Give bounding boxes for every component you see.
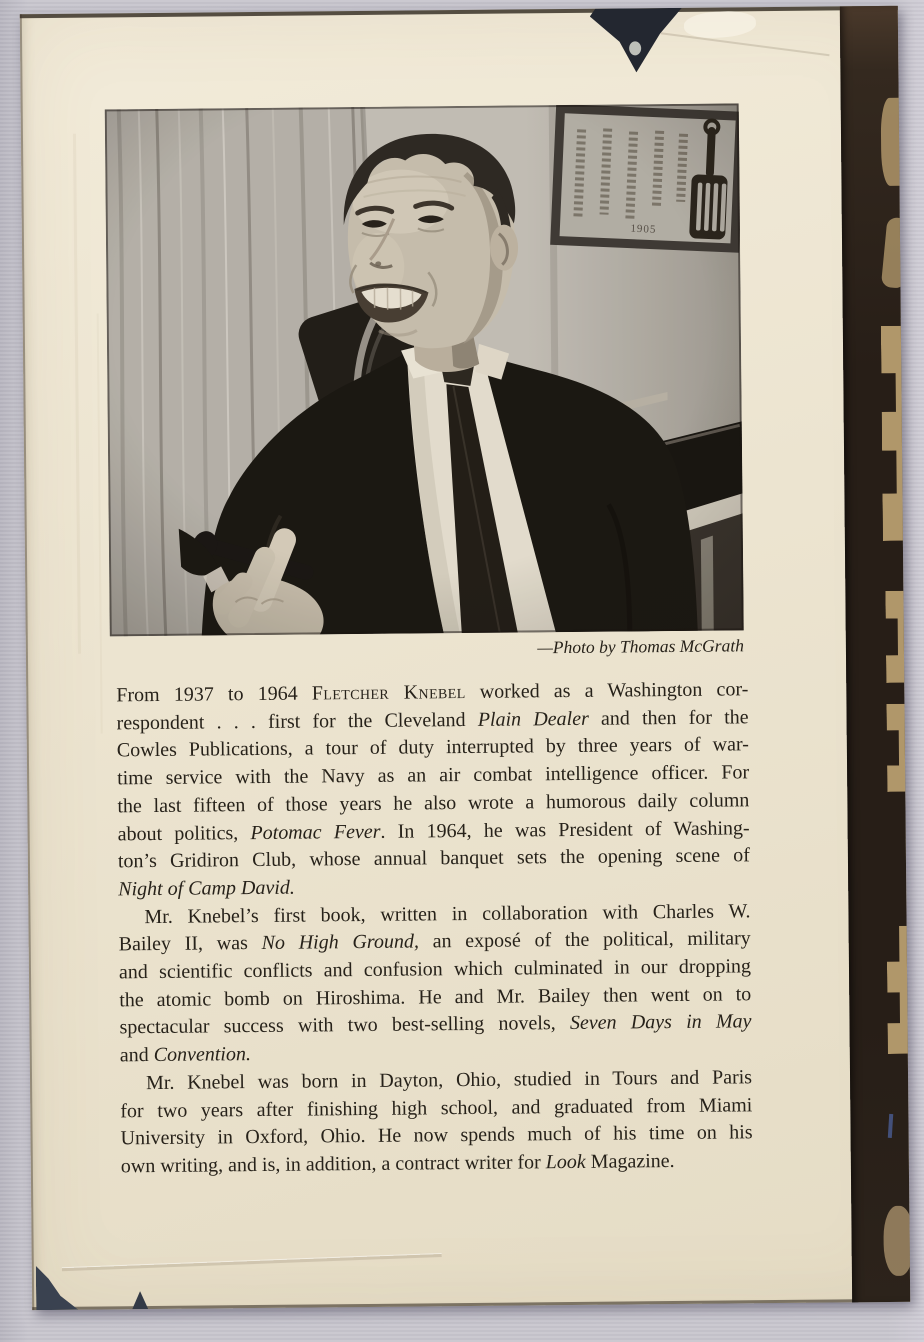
bio-line: University in Oxford, Ohio. He now spends much of his time on his <box>120 1121 753 1150</box>
bio-text <box>116 676 753 1181</box>
tear-speck <box>629 42 641 56</box>
bio-line: time service with the Navy as an air combat intelligence officer. For <box>117 761 750 790</box>
cover-top-edge <box>20 6 898 18</box>
spine-letter-fragment <box>886 704 910 792</box>
bio-line: and Convention. <box>119 1043 252 1067</box>
bio-line: respondent . . . first for the Cleveland Plain Dealer and then for the <box>116 705 749 735</box>
book-back-cover <box>20 6 910 1310</box>
bio-line: Mr. Knebel’s first book, written in collaboration with Charles W. <box>144 899 751 928</box>
crease-line <box>62 1254 442 1271</box>
paper-streak <box>97 314 103 734</box>
bio-line: the atomic bomb on Hiroshima. He and Mr. Bailey then went on to <box>119 983 752 1012</box>
bio-line: own writing, and is, in addition, a contract writer for Look Magazine. <box>120 1149 675 1178</box>
bio-paragraph <box>116 676 750 904</box>
bio-line: From 1937 to 1964 Fletcher Knebel worked as a Washington cor- <box>116 678 749 707</box>
spine-letter-fragment <box>881 326 909 541</box>
bio-line: and scientific conflicts and confusion which culminated in our dropping <box>118 955 752 984</box>
spine-letter-fragment <box>885 591 910 683</box>
bio-line: Cowles Publications, a tour of duty interrupted by three years of war- <box>116 733 749 762</box>
book-spine <box>840 6 910 1302</box>
corner-wear-bottom-left <box>36 1256 79 1310</box>
paper-streak <box>73 134 81 654</box>
bio-line: Night of Camp David. <box>118 876 295 901</box>
author-photo <box>105 103 744 636</box>
cover-bottom-edge <box>32 1299 858 1310</box>
bio-line: about politics, Potomac Fever. In 1964, he was President of Washing- <box>117 816 750 845</box>
pen-mark <box>888 1114 893 1138</box>
bio-line: for two years after finishing high school, and graduated from Miami <box>120 1093 753 1122</box>
spine-letter-fragment <box>887 926 911 1054</box>
author-photo-illustration <box>105 103 744 636</box>
bio-paragraph <box>120 1064 753 1181</box>
spine-wear-patch <box>883 1206 910 1276</box>
bio-line: the last fifteen of those years he also wrote a humorous daily column <box>117 789 750 818</box>
spine-wear-patch <box>881 98 904 186</box>
crease-line <box>661 32 830 56</box>
spine-wear-patch <box>881 217 910 289</box>
bio-line: Bailey II, was No High Ground, an exposé of the political, military <box>118 927 751 956</box>
edge-abrasion <box>683 9 756 39</box>
cover-left-edge <box>20 14 34 1310</box>
bio-line: ton’s Gridiron Club, whose annual banquet sets the opening scene of <box>117 844 751 873</box>
photo-credit: —Photo by Thomas McGrath <box>537 635 744 658</box>
dust-jacket-tear <box>590 8 683 73</box>
edge-nick <box>132 1291 148 1309</box>
bio-line: Mr. Knebel was born in Dayton, Ohio, studied in Tours and Paris <box>145 1066 753 1094</box>
bio-line: spectacular success with two best-selling novels, Seven Days in May <box>119 1010 752 1039</box>
bio-paragraph <box>118 898 752 1070</box>
